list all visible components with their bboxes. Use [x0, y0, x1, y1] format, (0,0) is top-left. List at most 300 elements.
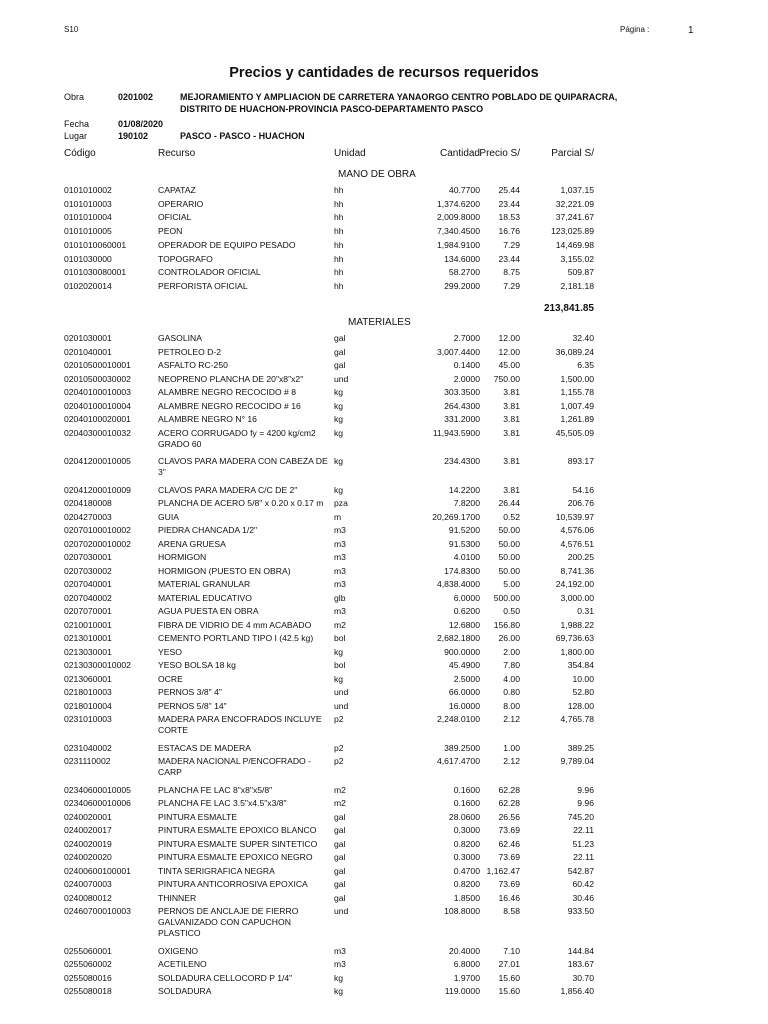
row-code: 0204270003 — [64, 511, 112, 522]
row-code: 0218010003 — [64, 687, 112, 697]
row-code: 0231110002 — [64, 756, 111, 766]
row-cantidad: 0.1400 — [453, 360, 480, 370]
row-recurso: OPERADOR DE EQUIPO PESADO — [158, 239, 296, 250]
row-precio: 7.29 — [503, 239, 520, 250]
row-code: 02041200010009 — [64, 484, 131, 495]
report-code: S10 — [64, 25, 79, 34]
row-unidad: m2 — [334, 784, 346, 795]
row-unidad: gal — [334, 879, 346, 889]
row-code: 0213060001 — [64, 673, 112, 684]
row-precio: 26.56 — [498, 811, 520, 822]
row-unidad: und — [334, 700, 349, 711]
row-precio: 15.60 — [498, 986, 520, 996]
row-recurso: MATERIAL GRANULAR — [158, 579, 251, 589]
row-cantidad: 0.4700 — [453, 865, 480, 876]
row-cantidad: 389.2500 — [444, 742, 480, 753]
row-code: 0101010060001 — [64, 239, 127, 250]
row-cantidad: 0.3000 — [453, 825, 480, 835]
row-cantidad: 4,838.4000 — [436, 579, 480, 589]
row-precio: 50.00 — [498, 552, 520, 562]
row-unidad: hh — [334, 253, 344, 264]
row-precio: 3.81 — [503, 484, 520, 495]
row-cantidad: 16.0000 — [448, 700, 480, 711]
row-parcial: 1,800.00 — [560, 646, 594, 657]
row-precio: 23.44 — [498, 253, 520, 264]
row-parcial: 1,261.89 — [560, 414, 594, 424]
row-recurso: PLANCHA FE LAC 3.5"x4.5"x3/8" — [158, 798, 287, 808]
row-precio: 4.00 — [503, 673, 520, 684]
row-parcial: 128.00 — [567, 700, 594, 711]
row-unidad: hh — [334, 185, 344, 195]
row-recurso: ACERO CORRUGADO fy = 4200 kg/cm2 GRADO 60 — [158, 427, 316, 449]
row-unidad: kg — [334, 986, 344, 996]
row-recurso: PINTURA ANTICORROSIVA EPOXICA — [158, 879, 308, 889]
row-precio: 7.10 — [503, 945, 520, 956]
row-precio: 73.69 — [498, 879, 520, 889]
row-parcial: 144.84 — [567, 945, 594, 956]
row-parcial: 24,192.00 — [555, 579, 594, 589]
row-precio: 3.81 — [503, 456, 520, 466]
row-precio: 26.44 — [498, 498, 520, 508]
row-code: 0231040002 — [64, 742, 112, 753]
col-unidad: Unidad — [334, 148, 366, 159]
row-recurso: AGUA PUESTA EN OBRA — [158, 606, 259, 616]
row-cantidad: 234.4300 — [444, 456, 480, 466]
row-code: 0255080016 — [64, 972, 112, 983]
row-parcial: 123,025.89 — [550, 226, 594, 237]
row-parcial: 8,741.36 — [560, 565, 594, 576]
page-title: Precios y cantidades de recursos requeridos — [229, 65, 539, 81]
col-precio: Precio S/ — [479, 148, 520, 159]
row-cantidad: 40.7700 — [448, 185, 480, 195]
row-parcial: 1,037.15 — [560, 185, 594, 195]
row-cantidad: 2,248.0100 — [436, 714, 480, 724]
row-recurso: PINTURA ESMALTE EPOXICO BLANCO — [158, 825, 317, 835]
row-cantidad: 108.8000 — [444, 906, 480, 916]
row-parcial: 14,469.98 — [555, 239, 594, 250]
row-code: 0101010005 — [64, 226, 112, 237]
row-unidad: kg — [334, 972, 344, 983]
row-recurso: THINNER — [158, 892, 197, 903]
row-parcial: 2,181.18 — [560, 280, 594, 291]
row-unidad: hh — [334, 239, 344, 250]
row-code: 02010500010001 — [64, 360, 131, 370]
row-cantidad: 28.0600 — [448, 811, 480, 822]
row-precio: 73.69 — [498, 852, 520, 862]
row-code: 0201040001 — [64, 346, 112, 357]
row-cantidad: 4.0100 — [453, 552, 480, 562]
row-cantidad: 264.4300 — [444, 400, 480, 411]
row-cantidad: 0.6200 — [453, 606, 480, 616]
col-parcial: Parcial S/ — [551, 148, 594, 159]
row-cantidad: 303.3500 — [444, 387, 480, 397]
row-parcial: 4,576.51 — [560, 538, 594, 549]
row-parcial: 1,856.40 — [560, 986, 594, 996]
row-precio: 7.29 — [503, 280, 520, 291]
row-unidad: kg — [334, 400, 344, 411]
row-parcial: 45,505.09 — [555, 427, 594, 438]
row-code: 02040300010032 — [64, 427, 131, 438]
row-unidad: kg — [334, 646, 344, 657]
row-code: 0101010002 — [64, 185, 112, 195]
row-code: 02040100020001 — [64, 414, 131, 424]
row-precio: 2.12 — [503, 714, 520, 724]
row-unidad: hh — [334, 212, 344, 223]
row-code: 02340600010005 — [64, 784, 131, 795]
row-cantidad: 0.1600 — [453, 784, 480, 795]
row-code: 0240020017 — [64, 825, 112, 835]
row-cantidad: 91.5300 — [448, 538, 480, 549]
fecha-value: 01/08/2020 — [118, 119, 164, 129]
row-cantidad: 2.5000 — [453, 673, 480, 684]
row-code: 0101030000 — [64, 253, 112, 264]
row-unidad: kg — [334, 484, 344, 495]
row-cantidad: 331.2000 — [444, 414, 480, 424]
row-recurso: OPERARIO — [158, 198, 204, 209]
lugar-value: PASCO - PASCO - HUACHON — [180, 131, 305, 141]
row-recurso: PLANCHA DE ACERO 5/8" x 0.20 x 0.17 m — [158, 498, 324, 508]
row-precio: 18.53 — [498, 212, 520, 223]
row-parcial: 200.25 — [567, 552, 594, 562]
row-code: 0240080012 — [64, 892, 112, 903]
row-code: 0240020001 — [64, 811, 112, 822]
row-code: 0255060002 — [64, 959, 112, 969]
row-code: 0240070003 — [64, 879, 112, 889]
row-recurso: HORMIGON (PUESTO EN OBRA) — [158, 565, 291, 576]
row-recurso: MADERA PARA ENCOFRADOS INCLUYE CORTE — [158, 714, 322, 735]
row-recurso: ALAMBRE NEGRO N° 16 — [158, 414, 257, 424]
section-mano-de-obra-title: MANO DE OBRA — [338, 169, 416, 180]
row-precio: 5.00 — [503, 579, 520, 589]
row-unidad: und — [334, 687, 349, 697]
row-unidad: hh — [334, 226, 344, 237]
row-recurso: OXIGENO — [158, 945, 199, 956]
row-recurso: PERFORISTA OFICIAL — [158, 280, 248, 291]
row-code: 02340600010006 — [64, 798, 131, 808]
row-unidad: gal — [334, 838, 346, 849]
row-parcial: 10,539.97 — [555, 511, 594, 522]
row-recurso: GUIA — [158, 511, 180, 522]
row-recurso: CEMENTO PORTLAND TIPO I (42.5 kg) — [158, 633, 314, 643]
row-cantidad: 66.0000 — [448, 687, 480, 697]
row-precio: 27.01 — [498, 959, 520, 969]
row-cantidad: 299.2000 — [444, 280, 480, 291]
row-parcial: 389.25 — [567, 742, 594, 753]
row-parcial: 51.23 — [572, 838, 594, 849]
row-cantidad: 900.0000 — [444, 646, 480, 657]
row-unidad: gal — [334, 892, 346, 903]
row-recurso: PETROLEO D-2 — [158, 346, 222, 357]
row-unidad: pza — [334, 498, 348, 508]
row-recurso: ARENA GRUESA — [158, 538, 226, 549]
row-cantidad: 2.0000 — [453, 373, 480, 384]
row-cantidad: 4,617.4700 — [436, 756, 480, 766]
row-parcial: 10.00 — [572, 673, 594, 684]
row-parcial: 4,765.78 — [560, 714, 594, 724]
row-unidad: bol — [334, 660, 346, 670]
row-unidad: m3 — [334, 538, 346, 549]
row-recurso: CLAVOS PARA MADERA C/C DE 2" — [158, 484, 298, 495]
row-code: 0207030002 — [64, 565, 112, 576]
row-parcial: 183.67 — [567, 959, 594, 969]
row-cantidad: 174.8300 — [444, 565, 480, 576]
row-parcial: 54.16 — [572, 484, 594, 495]
row-code: 02041200010005 — [64, 456, 131, 466]
row-code: 0207070001 — [64, 606, 112, 616]
row-recurso: OFICIAL — [158, 212, 192, 223]
row-unidad: gal — [334, 811, 346, 822]
row-cantidad: 2,682.1800 — [436, 633, 480, 643]
page-number: 1 — [688, 25, 694, 36]
row-parcial: 1,155.78 — [560, 387, 594, 397]
row-code: 0207030001 — [64, 552, 112, 562]
row-recurso: CLAVOS PARA MADERA CON CABEZA DE 3" — [158, 456, 328, 477]
row-unidad: gal — [334, 865, 346, 876]
row-parcial: 509.87 — [567, 267, 594, 278]
row-recurso: PINTURA ESMALTE EPOXICO NEGRO — [158, 852, 313, 862]
row-precio: 16.76 — [498, 226, 520, 237]
row-precio: 12.00 — [498, 346, 520, 357]
row-code: 0204180008 — [64, 498, 112, 508]
row-code: 0102020014 — [64, 280, 112, 291]
row-unidad: bol — [334, 633, 346, 643]
row-cantidad: 1.9700 — [453, 972, 480, 983]
row-recurso: ALAMBRE NEGRO RECOCIDO # 16 — [158, 400, 301, 411]
row-code: 02070100010002 — [64, 525, 131, 535]
row-cantidad: 0.1600 — [453, 798, 480, 808]
row-precio: 3.81 — [503, 400, 520, 411]
row-recurso: PIEDRA CHANCADA 1/2" — [158, 525, 258, 535]
row-cantidad: 14.2200 — [448, 484, 480, 495]
row-recurso: ALAMBRE NEGRO RECOCIDO # 8 — [158, 387, 297, 397]
row-parcial: 6.35 — [577, 360, 594, 370]
row-code: 0255060001 — [64, 945, 112, 956]
row-unidad: gal — [334, 825, 346, 835]
lugar-label: Lugar — [64, 131, 88, 141]
row-precio: 156.80 — [493, 619, 520, 630]
row-recurso: ESTACAS DE MADERA — [158, 742, 251, 753]
row-parcial: 22.11 — [573, 852, 594, 862]
row-unidad: gal — [334, 333, 346, 343]
row-parcial: 3,000.00 — [560, 592, 594, 603]
row-precio: 73.69 — [498, 825, 520, 835]
row-cantidad: 2.7000 — [453, 333, 480, 343]
row-precio: 3.81 — [503, 414, 520, 424]
row-precio: 1,162.47 — [486, 865, 520, 876]
page-label: Página : — [620, 25, 650, 34]
row-unidad: m2 — [334, 798, 346, 808]
row-recurso: PINTURA ESMALTE SUPER SINTETICO — [158, 838, 318, 849]
row-unidad: m3 — [334, 525, 346, 535]
row-recurso: PERNOS DE ANCLAJE DE FIERRO GALVANIZADO CON CAPUCHON PLASTICO — [158, 906, 299, 938]
row-precio: 1.00 — [503, 742, 520, 753]
row-precio: 8.75 — [503, 267, 520, 278]
row-unidad: gal — [334, 852, 346, 862]
row-code: 0207040002 — [64, 592, 112, 603]
row-cantidad: 6.8000 — [453, 959, 480, 969]
row-precio: 0.80 — [503, 687, 520, 697]
row-recurso: HORMIGON — [158, 552, 207, 562]
row-recurso: OCRE — [158, 673, 183, 684]
row-parcial: 893.17 — [567, 456, 594, 466]
row-cantidad: 1.8500 — [453, 892, 480, 903]
row-precio: 7.80 — [503, 660, 520, 670]
row-recurso: PLANCHA FE LAC 8"x8"x5/8" — [158, 784, 273, 795]
obra-label: Obra — [64, 92, 85, 102]
row-recurso: TINTA SERIGRAFICA NEGRA — [158, 865, 275, 876]
row-parcial: 3,155.02 — [560, 253, 594, 264]
row-precio: 62.28 — [498, 798, 520, 808]
row-recurso: YESO — [158, 646, 182, 657]
row-unidad: hh — [334, 198, 344, 209]
row-unidad: und — [334, 906, 349, 916]
row-cantidad: 119.0000 — [444, 986, 480, 996]
row-cantidad: 3,007.4400 — [436, 346, 480, 357]
row-cantidad: 45.4900 — [448, 660, 480, 670]
row-cantidad: 7,340.4500 — [436, 226, 480, 237]
row-parcial: 69,736.63 — [555, 633, 594, 643]
row-unidad: glb — [334, 592, 346, 603]
row-cantidad: 6.0000 — [453, 592, 480, 603]
obra-code: 0201002 — [118, 92, 154, 102]
row-code: 02400600100001 — [64, 865, 131, 876]
row-parcial: 206.76 — [567, 498, 594, 508]
row-recurso: SOLDADURA CELLOCORD P 1/4" — [158, 972, 293, 983]
row-cantidad: 0.3000 — [453, 852, 480, 862]
row-unidad: p2 — [334, 714, 344, 724]
row-precio: 16.46 — [498, 892, 520, 903]
col-cantidad: Cantidad — [439, 148, 480, 159]
row-cantidad: 12.6800 — [448, 619, 480, 630]
col-recurso: Recurso — [158, 148, 196, 159]
obra-line1: MEJORAMIENTO Y AMPLIACION DE CARRETERA YANAORGO CENTRO POBLADO DE QUIPARACRA, — [180, 92, 618, 102]
row-code: 0218010004 — [64, 700, 112, 711]
row-precio: 15.60 — [498, 972, 520, 983]
row-unidad: kg — [334, 427, 344, 438]
row-recurso: PERNOS 5/8" 14" — [158, 700, 227, 711]
row-cantidad: 11,943.5900 — [432, 427, 480, 438]
row-unidad: m3 — [334, 552, 346, 562]
row-cantidad: 58.2700 — [448, 267, 480, 278]
row-parcial: 354.84 — [567, 660, 594, 670]
row-parcial: 0.31 — [577, 606, 594, 616]
row-unidad: gal — [334, 346, 346, 357]
row-unidad: kg — [334, 456, 344, 466]
row-precio: 500.00 — [493, 592, 520, 603]
section-materiales-title: MATERIALES — [348, 317, 411, 328]
row-unidad: m3 — [334, 959, 346, 969]
row-precio: 25.44 — [498, 185, 520, 195]
row-unidad: kg — [334, 414, 344, 424]
row-code: 02130300010002 — [64, 660, 131, 670]
row-unidad: kg — [334, 673, 344, 684]
row-code: 0240020019 — [64, 838, 112, 849]
row-recurso: PEON — [158, 226, 183, 237]
row-recurso: GASOLINA — [158, 333, 202, 343]
row-precio: 62.28 — [498, 784, 520, 795]
row-code: 02010500030002 — [64, 373, 131, 384]
row-parcial: 542.87 — [567, 865, 594, 876]
row-precio: 3.81 — [503, 427, 520, 438]
row-precio: 23.44 — [498, 198, 520, 209]
row-unidad: hh — [334, 280, 344, 291]
row-parcial: 1,500.00 — [560, 373, 594, 384]
row-precio: 3.81 — [503, 387, 520, 397]
row-parcial: 60.42 — [572, 879, 594, 889]
row-unidad: m2 — [334, 619, 346, 630]
row-parcial: 4,576.06 — [560, 525, 594, 535]
row-precio: 50.00 — [498, 565, 520, 576]
row-code: 0201030001 — [64, 333, 112, 343]
row-unidad: m3 — [334, 565, 346, 576]
row-precio: 8.00 — [503, 700, 520, 711]
row-code: 0213010001 — [64, 633, 112, 643]
row-recurso: ACETILENO — [158, 959, 207, 969]
row-cantidad: 1,374.6200 — [436, 198, 480, 209]
row-precio: 0.52 — [503, 511, 520, 522]
section-mano-de-obra-total: 213,841.85 — [543, 303, 594, 314]
row-recurso: SOLDADURA — [158, 986, 212, 996]
row-parcial: 22.11 — [573, 825, 594, 835]
row-precio: 8.58 — [503, 906, 520, 916]
row-precio: 750.00 — [493, 373, 520, 384]
row-cantidad: 0.8200 — [453, 838, 480, 849]
row-code: 0240020020 — [64, 852, 112, 862]
row-parcial: 36,089.24 — [555, 346, 594, 357]
row-unidad: kg — [334, 387, 344, 397]
row-recurso: ASFALTO RC-250 — [158, 360, 228, 370]
row-parcial: 30.46 — [572, 892, 594, 903]
row-precio: 26.00 — [498, 633, 520, 643]
row-unidad: und — [334, 373, 349, 384]
row-unidad: m — [334, 511, 342, 522]
row-cantidad: 20.4000 — [448, 945, 480, 956]
row-precio: 2.12 — [503, 756, 520, 766]
row-recurso: FIBRA DE VIDRIO DE 4 mm ACABADO — [158, 619, 312, 630]
row-unidad: p2 — [334, 742, 344, 753]
row-recurso: PERNOS 3/8" 4" — [158, 687, 222, 697]
row-parcial: 9,789.04 — [560, 756, 594, 766]
row-code: 02460700010003 — [64, 906, 131, 916]
row-code: 0213030001 — [64, 646, 112, 657]
row-recurso: CAPATAZ — [158, 185, 196, 195]
row-code: 02040100010004 — [64, 400, 131, 411]
row-recurso: MADERA NACIONAL P/ENCOFRADO - CARP — [158, 756, 311, 777]
row-parcial: 745.20 — [567, 811, 594, 822]
row-unidad: m3 — [334, 606, 346, 616]
row-cantidad: 2,009.8000 — [436, 212, 480, 223]
obra-line2: DISTRITO DE HUACHON-PROVINCIA PASCO-DEPARTAMENTO PASCO — [180, 104, 484, 114]
row-precio: 0.50 — [503, 606, 520, 616]
row-unidad: m3 — [334, 945, 346, 956]
fecha-label: Fecha — [64, 119, 90, 129]
row-recurso: PINTURA ESMALTE — [158, 811, 238, 822]
row-cantidad: 7.8200 — [453, 498, 480, 508]
row-parcial: 32,221.09 — [555, 198, 594, 209]
row-cantidad: 1,984.9100 — [436, 239, 480, 250]
row-recurso: MATERIAL EDUCATIVO — [158, 592, 252, 603]
row-code: 02040100010003 — [64, 387, 131, 397]
row-recurso: NEOPRENO PLANCHA DE 20"x8"x2" — [158, 373, 304, 384]
row-parcial: 9.96 — [577, 798, 594, 808]
row-unidad: p2 — [334, 756, 344, 766]
row-precio: 45.00 — [498, 360, 520, 370]
row-unidad: gal — [334, 360, 346, 370]
row-code: 0210010001 — [64, 619, 112, 630]
row-code: 0101010004 — [64, 212, 112, 223]
row-parcial: 933.50 — [567, 906, 594, 916]
row-parcial: 1,007.49 — [560, 400, 594, 411]
